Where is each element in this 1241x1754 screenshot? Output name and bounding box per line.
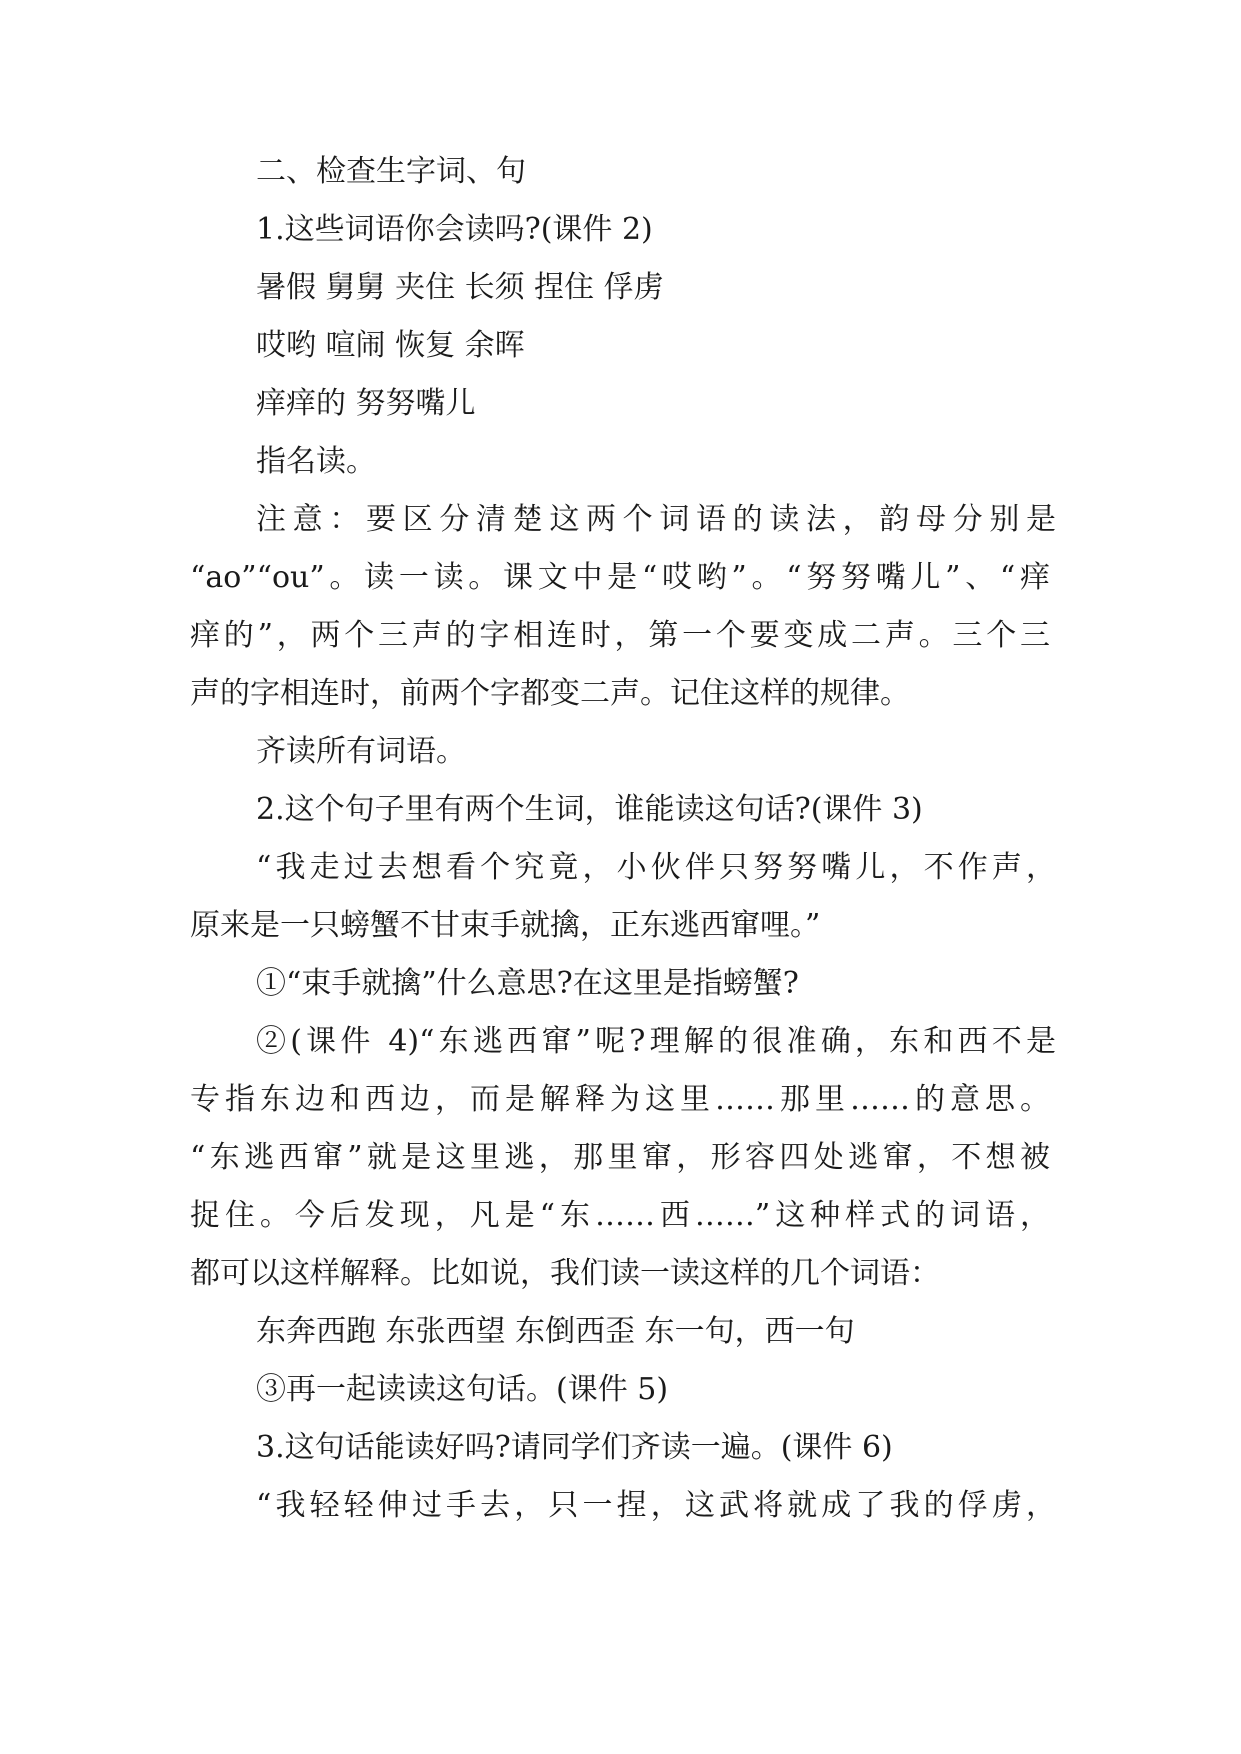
note-paragraph-line: “ao”“ou”。读一读。课文中是“哎哟”。“努努嘴儿”、“痒 [190,560,1050,595]
explanation-line: 捉住。今后发现，凡是“东……西……”这种样式的词语， [190,1198,1050,1233]
quote-line: “我轻轻伸过手去，只一捏，这武将就成了我的俘虏， [256,1488,1056,1523]
word-list-row-4: 东奔西跑 东张西望 东倒西歪 东一句，西一句 [256,1314,855,1349]
question-1: 1.这些词语你会读吗?(课件 2) [256,212,653,247]
note-paragraph-line: 注意：要区分清楚这两个词语的读法，韵母分别是 [256,502,1056,537]
word-list-row-1: 暑假 舅舅 夹住 长须 捏住 俘虏 [256,270,664,305]
sub-question: ③再一起读读这句话。(课件 5) [256,1372,669,1407]
note-paragraph-line: 痒的”，两个三声的字相连时，第一个要变成二声。三个三 [190,618,1050,653]
explanation-line: 都可以这样解释。比如说，我们读一读这样的几个词语： [190,1256,940,1291]
instruction-line: 齐读所有词语。 [256,734,466,769]
quote-line: “我走过去想看个究竟，小伙伴只努努嘴儿，不作声， [256,850,1056,885]
note-paragraph-line: 声的字相连时，前两个字都变二声。记住这样的规律。 [190,676,910,711]
question-2: 2.这个句子里有两个生词，谁能读这句话?(课件 3) [256,792,923,827]
quote-line: 原来是一只螃蟹不甘束手就擒，正东逃西窜哩。” [190,908,821,943]
word-list-row-2: 哎哟 喧闹 恢复 余晖 [256,328,525,363]
explanation-line: ②(课件 4)“东逃西窜”呢?理解的很准确，东和西不是 [256,1024,1056,1059]
sub-question: ①“束手就擒”什么意思?在这里是指螃蟹? [256,966,799,1001]
explanation-line: 专指东边和西边，而是解释为这里……那里……的意思。 [190,1082,1050,1117]
section-heading: 二、检查生字词、句 [256,154,526,189]
instruction-line: 指名读。 [256,444,376,479]
word-list-row-3: 痒痒的 努努嘴儿 [256,386,476,421]
explanation-line: “东逃西窜”就是这里逃，那里窜，形容四处逃窜，不想被 [190,1140,1050,1175]
question-3: 3.这句话能读好吗?请同学们齐读一遍。(课件 6) [256,1430,893,1465]
